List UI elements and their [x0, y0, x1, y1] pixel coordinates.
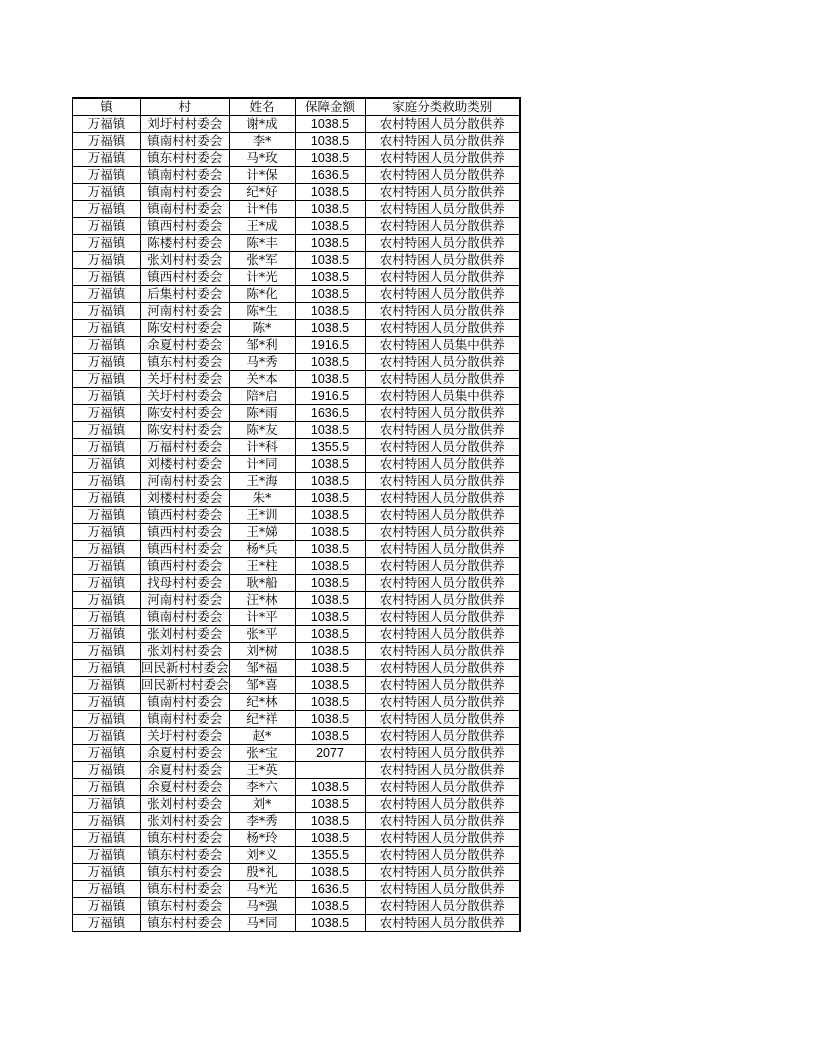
cell-name: 纪*祥 — [229, 711, 295, 728]
cell-name: 关*本 — [229, 371, 295, 388]
cell-category: 农村特困人员分散供养 — [365, 252, 520, 269]
cell-town: 万福镇 — [73, 473, 141, 490]
cell-amount: 1038.5 — [295, 473, 365, 490]
cell-amount: 1636.5 — [295, 881, 365, 898]
table-row — [73, 813, 521, 830]
cell-name: 谢*成 — [229, 116, 295, 133]
table-row — [73, 388, 521, 405]
table-row — [73, 575, 521, 592]
cell-town: 万福镇 — [73, 847, 141, 864]
cell-category: 农村特困人员分散供养 — [365, 133, 520, 150]
cell-name: 陈*雨 — [229, 405, 295, 422]
cell-name: 张*军 — [229, 252, 295, 269]
cell-amount: 1038.5 — [295, 133, 365, 150]
cell-category: 农村特困人员分散供养 — [365, 796, 520, 813]
cell-name: 王*英 — [229, 762, 295, 779]
cell-town: 万福镇 — [73, 898, 141, 915]
cell-village: 关圩村村委会 — [141, 371, 230, 388]
cell-category: 农村特困人员分散供养 — [365, 592, 520, 609]
cell-town: 万福镇 — [73, 167, 141, 184]
cell-name: 汪*林 — [229, 592, 295, 609]
cell-name: 陈*友 — [229, 422, 295, 439]
cell-town: 万福镇 — [73, 592, 141, 609]
cell-village: 刘楼村村委会 — [141, 456, 230, 473]
cell-town: 万福镇 — [73, 507, 141, 524]
cell-amount: 1038.5 — [295, 609, 365, 626]
table-row — [73, 915, 521, 932]
cell-category: 农村特困人员分散供养 — [365, 541, 520, 558]
cell-amount: 1038.5 — [295, 252, 365, 269]
cell-category: 农村特困人员分散供养 — [365, 660, 520, 677]
cell-town: 万福镇 — [73, 711, 141, 728]
cell-town: 万福镇 — [73, 864, 141, 881]
cell-village: 河南村村委会 — [141, 473, 230, 490]
cell-name: 王*娣 — [229, 524, 295, 541]
cell-village: 张刘村村委会 — [141, 796, 230, 813]
cell-amount: 1038.5 — [295, 813, 365, 830]
table-row — [73, 320, 521, 337]
cell-category: 农村特困人员分散供养 — [365, 558, 520, 575]
table-row — [73, 864, 521, 881]
cell-village: 镇西村村委会 — [141, 524, 230, 541]
cell-name: 杨*玲 — [229, 830, 295, 847]
cell-amount: 1038.5 — [295, 320, 365, 337]
cell-name: 马*秀 — [229, 354, 295, 371]
cell-category: 农村特困人员分散供养 — [365, 354, 520, 371]
table-row — [73, 405, 521, 422]
cell-town: 万福镇 — [73, 813, 141, 830]
table-row — [73, 694, 521, 711]
cell-category: 农村特困人员分散供养 — [365, 830, 520, 847]
cell-name: 王*成 — [229, 218, 295, 235]
cell-category: 农村特困人员分散供养 — [365, 320, 520, 337]
table-row — [73, 524, 521, 541]
cell-category: 农村特困人员分散供养 — [365, 456, 520, 473]
cell-amount: 1038.5 — [295, 524, 365, 541]
cell-village: 刘楼村村委会 — [141, 490, 230, 507]
cell-amount: 1038.5 — [295, 830, 365, 847]
cell-town: 万福镇 — [73, 269, 141, 286]
cell-village: 河南村村委会 — [141, 592, 230, 609]
cell-town: 万福镇 — [73, 422, 141, 439]
cell-amount: 1038.5 — [295, 371, 365, 388]
cell-village: 关圩村村委会 — [141, 728, 230, 745]
cell-category: 农村特困人员分散供养 — [365, 490, 520, 507]
cell-category: 农村特困人员分散供养 — [365, 728, 520, 745]
cell-amount: 1038.5 — [295, 184, 365, 201]
cell-name: 殷*礼 — [229, 864, 295, 881]
cell-amount: 1038.5 — [295, 303, 365, 320]
table-row — [73, 507, 521, 524]
cell-name: 计*伟 — [229, 201, 295, 218]
header-row — [73, 98, 521, 116]
cell-town: 万福镇 — [73, 796, 141, 813]
cell-category: 农村特困人员分散供养 — [365, 575, 520, 592]
table-row — [73, 422, 521, 439]
table-row — [73, 167, 521, 184]
cell-village: 镇西村村委会 — [141, 558, 230, 575]
cell-category: 农村特困人员分散供养 — [365, 847, 520, 864]
cell-village: 张刘村村委会 — [141, 626, 230, 643]
cell-town: 万福镇 — [73, 354, 141, 371]
cell-name: 计*科 — [229, 439, 295, 456]
cell-town: 万福镇 — [73, 541, 141, 558]
cell-name: 计*保 — [229, 167, 295, 184]
cell-amount: 1355.5 — [295, 847, 365, 864]
cell-category: 农村特困人员分散供养 — [365, 167, 520, 184]
cell-category: 农村特困人员分散供养 — [365, 422, 520, 439]
cell-category: 农村特困人员分散供养 — [365, 507, 520, 524]
cell-town: 万福镇 — [73, 915, 141, 932]
cell-town: 万福镇 — [73, 881, 141, 898]
cell-name: 计*平 — [229, 609, 295, 626]
cell-amount: 1038.5 — [295, 711, 365, 728]
cell-town: 万福镇 — [73, 643, 141, 660]
cell-amount: 1038.5 — [295, 592, 365, 609]
cell-village: 镇南村村委会 — [141, 184, 230, 201]
cell-category: 农村特困人员分散供养 — [365, 609, 520, 626]
cell-village: 余夏村村委会 — [141, 745, 230, 762]
cell-village: 镇南村村委会 — [141, 167, 230, 184]
cell-amount: 1636.5 — [295, 167, 365, 184]
cell-village: 镇东村村委会 — [141, 830, 230, 847]
cell-town: 万福镇 — [73, 388, 141, 405]
table-row — [73, 218, 521, 235]
cell-category: 农村特困人员分散供养 — [365, 286, 520, 303]
cell-category: 农村特困人员分散供养 — [365, 524, 520, 541]
cell-village: 后集村村委会 — [141, 286, 230, 303]
table-row — [73, 269, 521, 286]
cell-category: 农村特困人员分散供养 — [365, 779, 520, 796]
cell-amount: 1038.5 — [295, 575, 365, 592]
cell-town: 万福镇 — [73, 235, 141, 252]
cell-village: 镇西村村委会 — [141, 541, 230, 558]
cell-town: 万福镇 — [73, 609, 141, 626]
cell-category: 农村特困人员分散供养 — [365, 184, 520, 201]
cell-village: 河南村村委会 — [141, 303, 230, 320]
cell-village: 张刘村村委会 — [141, 813, 230, 830]
cell-amount: 1038.5 — [295, 269, 365, 286]
table-row — [73, 201, 521, 218]
table-row — [73, 779, 521, 796]
cell-village: 镇南村村委会 — [141, 201, 230, 218]
cell-name: 陪*启 — [229, 388, 295, 405]
cell-town: 万福镇 — [73, 337, 141, 354]
cell-village: 镇南村村委会 — [141, 694, 230, 711]
header-category: 家庭分类救助类别 — [365, 98, 520, 116]
cell-town: 万福镇 — [73, 116, 141, 133]
cell-village: 万福村村委会 — [141, 439, 230, 456]
cell-name: 朱* — [229, 490, 295, 507]
cell-category: 农村特困人员分散供养 — [365, 201, 520, 218]
cell-name: 马*同 — [229, 915, 295, 932]
cell-village: 镇西村村委会 — [141, 507, 230, 524]
table-row — [73, 762, 521, 779]
table-row — [73, 439, 521, 456]
cell-village: 回民新村村委会 — [141, 660, 229, 675]
cell-category: 农村特困人员分散供养 — [365, 235, 520, 252]
cell-name: 陈*化 — [229, 286, 295, 303]
cell-name: 赵* — [229, 728, 295, 745]
cell-village: 回民新村村委会 — [141, 677, 229, 692]
cell-amount: 1916.5 — [295, 388, 365, 405]
cell-amount: 1038.5 — [295, 116, 365, 133]
cell-town: 万福镇 — [73, 728, 141, 745]
cell-amount: 1038.5 — [295, 779, 365, 796]
cell-name: 刘* — [229, 796, 295, 813]
table-row — [73, 558, 521, 575]
cell-village: 关圩村村委会 — [141, 388, 230, 405]
cell-town: 万福镇 — [73, 371, 141, 388]
cell-category: 农村特困人员分散供养 — [365, 864, 520, 881]
cell-village: 镇东村村委会 — [141, 864, 230, 881]
cell-name: 纪*林 — [229, 694, 295, 711]
cell-village: 镇西村村委会 — [141, 269, 230, 286]
cell-name: 计*光 — [229, 269, 295, 286]
cell-amount: 1038.5 — [295, 490, 365, 507]
cell-village: 镇东村村委会 — [141, 881, 230, 898]
cell-category: 农村特困人员分散供养 — [365, 745, 520, 762]
cell-name: 计*同 — [229, 456, 295, 473]
cell-amount: 1038.5 — [295, 677, 365, 694]
header-amount: 保障金额 — [295, 98, 365, 116]
cell-town: 万福镇 — [73, 694, 141, 711]
cell-amount — [295, 762, 365, 779]
cell-amount: 1038.5 — [295, 796, 365, 813]
cell-category: 农村特困人员分散供养 — [365, 813, 520, 830]
table-row — [73, 898, 521, 915]
table-row — [73, 354, 521, 371]
cell-category: 农村特困人员分散供养 — [365, 371, 520, 388]
cell-name: 李* — [229, 133, 295, 150]
cell-village: 镇南村村委会 — [141, 609, 230, 626]
table-row — [73, 133, 521, 150]
cell-amount: 1038.5 — [295, 218, 365, 235]
cell-category: 农村特困人员分散供养 — [365, 269, 520, 286]
cell-amount: 1038.5 — [295, 235, 365, 252]
cell-name: 张*平 — [229, 626, 295, 643]
table-row — [73, 728, 521, 745]
table-row — [73, 490, 521, 507]
cell-amount: 1038.5 — [295, 150, 365, 167]
cell-name: 邹*利 — [229, 337, 295, 354]
cell-name: 王*海 — [229, 473, 295, 490]
cell-town: 万福镇 — [73, 303, 141, 320]
cell-village: 余夏村村委会 — [141, 779, 230, 796]
cell-name: 马*光 — [229, 881, 295, 898]
cell-village: 陈安村村委会 — [141, 320, 230, 337]
table-body — [73, 116, 521, 932]
cell-amount: 1038.5 — [295, 694, 365, 711]
cell-town: 万福镇 — [73, 286, 141, 303]
cell-category: 农村特困人员分散供养 — [365, 473, 520, 490]
cell-category: 农村特困人员分散供养 — [365, 303, 520, 320]
cell-name: 刘*树 — [229, 643, 295, 660]
cell-amount: 1038.5 — [295, 660, 365, 677]
table-row — [73, 711, 521, 728]
cell-town: 万福镇 — [73, 439, 141, 456]
cell-amount: 1916.5 — [295, 337, 365, 354]
table-row — [73, 847, 521, 864]
cell-category: 农村特困人员分散供养 — [365, 150, 520, 167]
cell-amount: 1038.5 — [295, 728, 365, 745]
table-row — [73, 660, 521, 677]
cell-amount: 1038.5 — [295, 507, 365, 524]
cell-amount: 1038.5 — [295, 626, 365, 643]
cell-category: 农村特困人员分散供养 — [365, 898, 520, 915]
cell-village: 镇西村村委会 — [141, 218, 230, 235]
cell-name: 陈*生 — [229, 303, 295, 320]
cell-category: 农村特困人员分散供养 — [365, 643, 520, 660]
cell-town: 万福镇 — [73, 830, 141, 847]
cell-amount: 1038.5 — [295, 286, 365, 303]
cell-name: 陈* — [229, 320, 295, 337]
cell-name: 杨*兵 — [229, 541, 295, 558]
cell-town: 万福镇 — [73, 762, 141, 779]
cell-village: 找母村村委会 — [141, 575, 230, 592]
cell-village: 余夏村村委会 — [141, 762, 230, 779]
cell-amount: 1636.5 — [295, 405, 365, 422]
table-row — [73, 881, 521, 898]
cell-name: 马*强 — [229, 898, 295, 915]
cell-name: 纪*好 — [229, 184, 295, 201]
table-row — [73, 592, 521, 609]
cell-amount: 1038.5 — [295, 541, 365, 558]
cell-name: 刘*义 — [229, 847, 295, 864]
cell-town: 万福镇 — [73, 745, 141, 762]
cell-town: 万福镇 — [73, 779, 141, 796]
cell-amount: 1038.5 — [295, 201, 365, 218]
cell-amount: 1038.5 — [295, 643, 365, 660]
cell-village: 张刘村村委会 — [141, 643, 230, 660]
cell-name: 王*柱 — [229, 558, 295, 575]
assistance-table — [72, 97, 521, 932]
cell-category: 农村特困人员分散供养 — [365, 915, 520, 932]
cell-category: 农村特困人员分散供养 — [365, 881, 520, 898]
table-row — [73, 796, 521, 813]
table-row — [73, 235, 521, 252]
table-row — [73, 473, 521, 490]
table-row — [73, 184, 521, 201]
cell-town: 万福镇 — [73, 133, 141, 150]
cell-category: 农村特困人员分散供养 — [365, 677, 520, 694]
cell-name: 李*秀 — [229, 813, 295, 830]
table-row — [73, 252, 521, 269]
cell-town: 万福镇 — [73, 558, 141, 575]
header-village: 村 — [141, 98, 230, 116]
cell-town: 万福镇 — [73, 626, 141, 643]
cell-town: 万福镇 — [73, 677, 141, 694]
cell-category: 农村特困人员分散供养 — [365, 694, 520, 711]
table-row — [73, 830, 521, 847]
table-row — [73, 677, 521, 694]
cell-category: 农村特困人员分散供养 — [365, 626, 520, 643]
cell-amount: 2077 — [295, 745, 365, 762]
cell-amount: 1038.5 — [295, 422, 365, 439]
cell-village: 陈安村村委会 — [141, 422, 230, 439]
cell-name: 王*训 — [229, 507, 295, 524]
table-row — [73, 303, 521, 320]
cell-town: 万福镇 — [73, 201, 141, 218]
table-row — [73, 371, 521, 388]
cell-village: 镇东村村委会 — [141, 354, 230, 371]
cell-village: 刘圩村村委会 — [141, 116, 230, 133]
cell-village: 张刘村村委会 — [141, 252, 230, 269]
cell-name: 张*宝 — [229, 745, 295, 762]
cell-village: 镇南村村委会 — [141, 133, 230, 150]
table-row — [73, 150, 521, 167]
cell-village: 镇东村村委会 — [141, 898, 230, 915]
cell-amount: 1038.5 — [295, 354, 365, 371]
cell-village: 镇东村村委会 — [141, 847, 230, 864]
table-row — [73, 286, 521, 303]
cell-town: 万福镇 — [73, 575, 141, 592]
table-row — [73, 745, 521, 762]
cell-amount: 1038.5 — [295, 456, 365, 473]
header-town: 镇 — [73, 98, 141, 116]
cell-amount: 1038.5 — [295, 864, 365, 881]
cell-amount: 1355.5 — [295, 439, 365, 456]
cell-village: 镇东村村委会 — [141, 150, 230, 167]
cell-village: 陈楼村村委会 — [141, 235, 230, 252]
cell-category: 农村特困人员分散供养 — [365, 218, 520, 235]
cell-village: 镇东村村委会 — [141, 915, 230, 932]
cell-category: 农村特困人员分散供养 — [365, 711, 520, 728]
cell-category: 农村特困人员集中供养 — [365, 337, 520, 354]
cell-name: 马*玫 — [229, 150, 295, 167]
cell-village: 余夏村村委会 — [141, 337, 230, 354]
table-row — [73, 541, 521, 558]
header-name: 姓名 — [229, 98, 295, 116]
cell-town: 万福镇 — [73, 252, 141, 269]
cell-town: 万福镇 — [73, 184, 141, 201]
cell-amount: 1038.5 — [295, 558, 365, 575]
cell-name: 耿*船 — [229, 575, 295, 592]
cell-name: 陈*丰 — [229, 235, 295, 252]
cell-category: 农村特困人员分散供养 — [365, 439, 520, 456]
cell-town: 万福镇 — [73, 524, 141, 541]
table-row — [73, 337, 521, 354]
cell-amount: 1038.5 — [295, 915, 365, 932]
cell-category: 农村特困人员分散供养 — [365, 762, 520, 779]
cell-town: 万福镇 — [73, 320, 141, 337]
table-row — [73, 609, 521, 626]
cell-town: 万福镇 — [73, 660, 141, 677]
cell-category: 农村特困人员集中供养 — [365, 388, 520, 405]
table-row — [73, 456, 521, 473]
table-row — [73, 116, 521, 133]
cell-town: 万福镇 — [73, 490, 141, 507]
cell-name: 邹*福 — [229, 660, 295, 677]
cell-amount: 1038.5 — [295, 898, 365, 915]
cell-village: 陈安村村委会 — [141, 405, 230, 422]
cell-town: 万福镇 — [73, 150, 141, 167]
table-row — [73, 643, 521, 660]
cell-name: 邹*喜 — [229, 677, 295, 694]
cell-category: 农村特困人员分散供养 — [365, 116, 520, 133]
table-row — [73, 626, 521, 643]
cell-town: 万福镇 — [73, 456, 141, 473]
cell-name: 李*六 — [229, 779, 295, 796]
cell-village: 镇南村村委会 — [141, 711, 230, 728]
cell-town: 万福镇 — [73, 405, 141, 422]
cell-town: 万福镇 — [73, 218, 141, 235]
cell-category: 农村特困人员分散供养 — [365, 405, 520, 422]
